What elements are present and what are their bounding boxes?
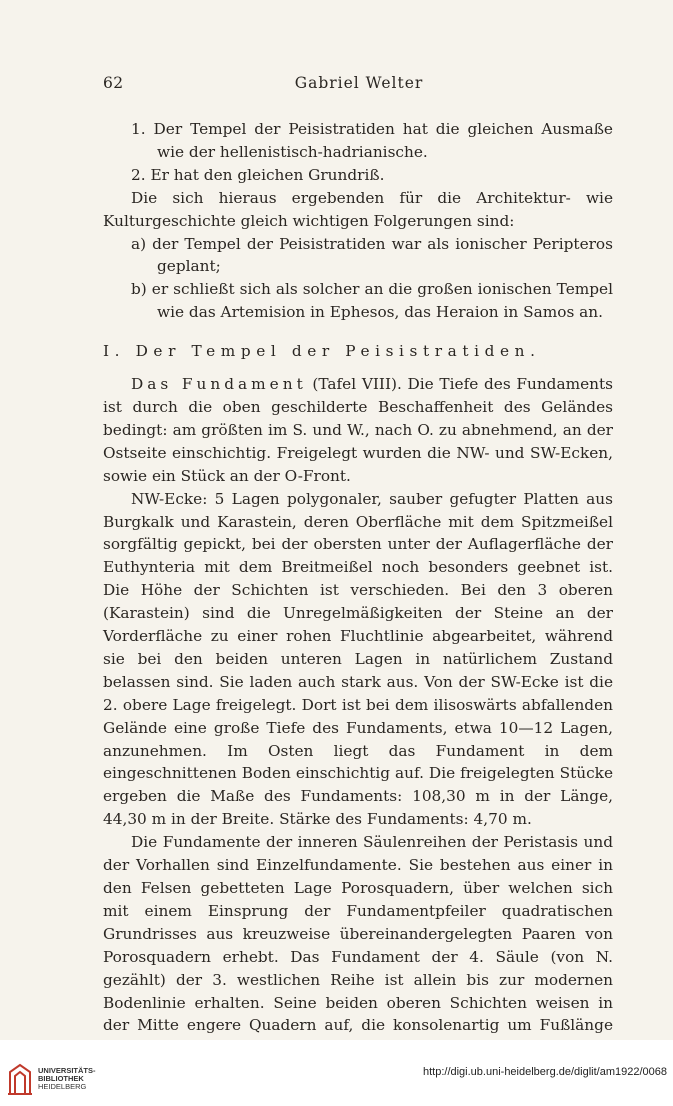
paragraph-fundament xyxy=(103,373,613,488)
running-title: Gabriel Welter xyxy=(294,74,424,92)
page-header xyxy=(103,74,615,94)
paragraph-nw-ecke: NW-Ecke: 5 Lagen polygonaler, sauber gefugter Platten aus Burgkalk und Karastein, deren Oberfläche mit dem Spitzmeißel sorgfältig gepickt, bei der obersten unter der Auflagerfläche der Euthynteria mit dem Breitmeißel noch besonders geebnet ist. Die Höhe der Schichten ist verschieden. Bei den 3 oberen (Karastein) sind die Unregelmäßigkeiten der Steine an der Vorderfläche zu einer rohen Fluchtlinie abgearbeitet, während sie bei den beiden unteren Lagen in natürlichem Zustand belassen sind. Sie laden auch stark aus. Von der SW-Ecke ist die 2. obere Lage freigelegt. Dort ist bei dem ilisoswärts abfallenden Gelände eine große Tiefe des Fundaments, etwa 10—12 Lagen, anzunehmen. Im Osten liegt das Fundament in dem eingeschnittenen Boden einschichtig auf. Die freigelegten Stücke ergeben die Maße des Fundaments: 108,30 m in der Länge, 44,30 m in der Breite. Stärke des Fundaments: 4,70 m. xyxy=(103,489,613,829)
library-name-line3: HEIDELBERG xyxy=(38,1082,87,1091)
list-item-b: b) er schließt sich als solcher an die großen ionischen Tempel wie das Artemision in Ephesos, das Heraion in Samos an. xyxy=(131,280,613,322)
library-name[interactable] xyxy=(38,1067,96,1091)
spaced-term: Das Fundament xyxy=(131,375,307,394)
permalink-url[interactable]: http://digi.ub.uni-heidelberg.de/diglit/am1922/0068 xyxy=(422,1066,667,1078)
paragraph-fundament-text: (Tafel VIII). Die Tiefe des Fundaments ist durch die oben geschilderte Beschaffenheit des Geländes bedingt: am größten im S. und W., nach O. zu abnehmend, an der Ostseite einschichtig. Freigelegt wurden die NW- und SW-Ecken, sowie ein Stück an der O-Front. xyxy=(103,375,613,485)
paragraph-fundamente: Die Fundamente der inneren Säulenreihen der Peristasis und der Vorhallen sind Einzelfundamente. Sie bestehen aus einer in den Felsen gebetteten Lage Porosquadern, über welchen sich mit einem Einsprung der Fundamentpfeiler quadratischen Grundrisses aus kreuzweise übereinandergelegten Paaren von Porosquadern erhebt. Das Fundament der 4. Säule (von N. gezählt) der 3. westlichen Reihe ist allein bis zur modernen Bodenlinie erhalten. Seine beiden oberen Schichten weisen in der Mitte engere Quadern auf, die konsolenartig um Fußlänge xyxy=(103,833,613,1035)
section-heading: I. Der Tempel der Peisistratiden. xyxy=(103,342,541,361)
body-text xyxy=(103,118,613,1060)
library-name-line1: UNIVERSITÄTS- xyxy=(38,1066,96,1075)
list-item-1: 1. Der Tempel der Peisistratiden hat die gleichen Ausmaße wie der hellenistisch-hadrianische. xyxy=(131,120,613,161)
library-name-line2: BIBLIOTHEK xyxy=(38,1074,84,1083)
footer-bar xyxy=(0,1040,673,1106)
list-item-a: a) der Tempel der Peisistratiden war als ionischer Peripteros geplant; xyxy=(131,234,613,276)
intro-paragraph: Die sich hieraus ergebenden für die Architektur- wie Kulturgeschichte gleich wichtigen Folgerungen sind: xyxy=(103,188,613,230)
library-logo-icon[interactable] xyxy=(6,1062,34,1096)
list-item-2: 2. Er hat den gleichen Grundriß. xyxy=(131,165,385,184)
page-number: 62 xyxy=(103,74,124,92)
